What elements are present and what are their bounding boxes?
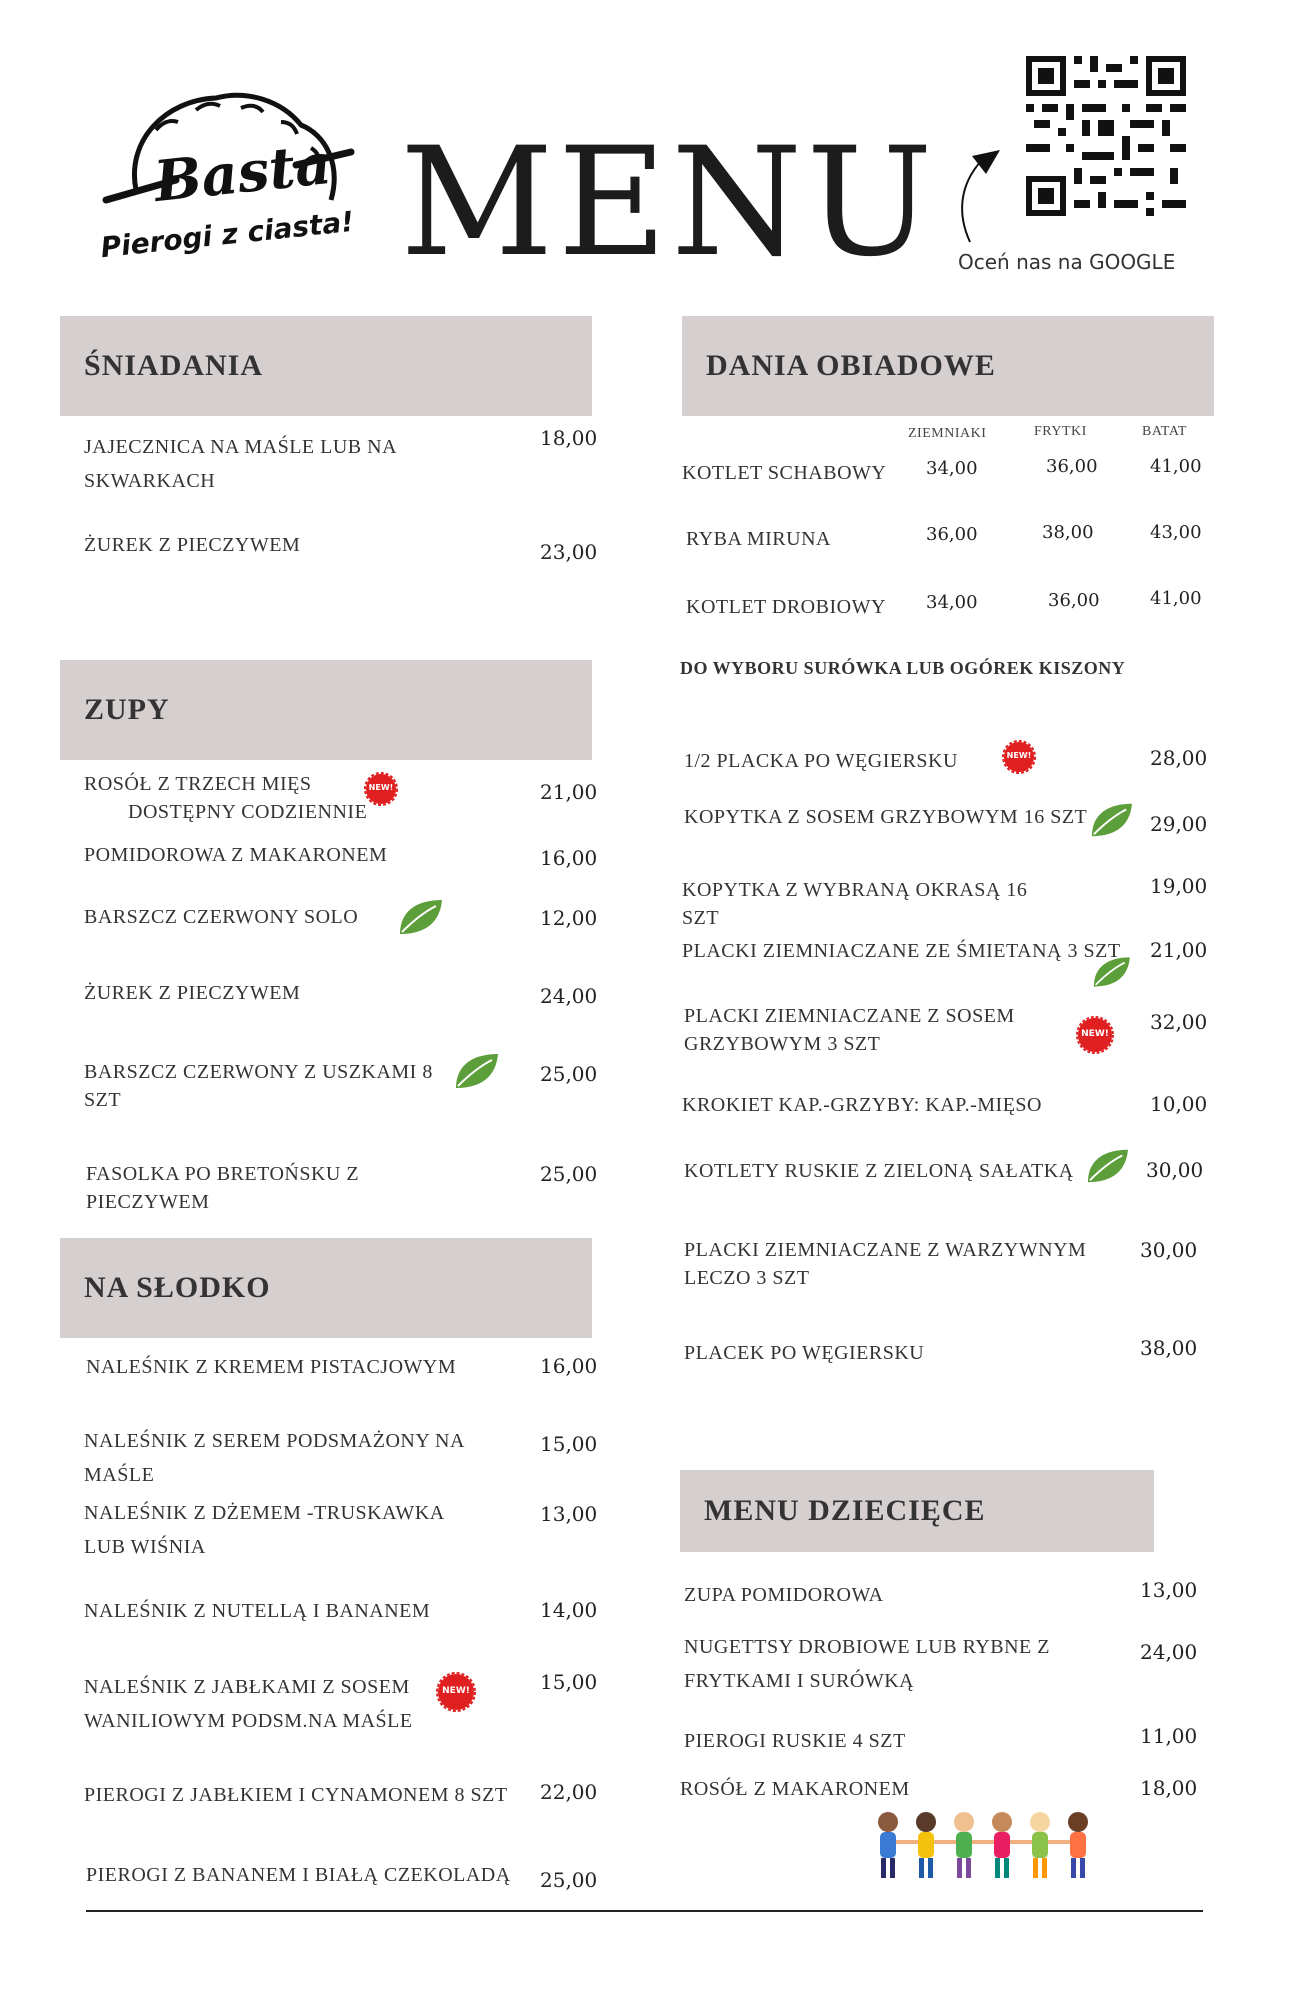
menu-item-price: 21,00: [1150, 938, 1208, 962]
menu-item-name: ŻUREK Z PIECZYWEM: [84, 534, 301, 556]
menu-item-name: NALEŚNIK Z KREMEM PISTACJOWYM: [86, 1356, 457, 1378]
menu-item-name: ROSÓŁ Z MAKARONEM: [680, 1778, 910, 1800]
arrow-icon: [952, 146, 1012, 246]
menu-item-price: 25,00: [540, 1868, 598, 1892]
menu-item-name: KOTLET DROBIOWY: [686, 596, 886, 618]
column-header-ziemniaki: ZIEMNIAKI: [908, 426, 987, 441]
menu-item-name: ŻUREK Z PIECZYWEM: [84, 982, 301, 1004]
side-dish-note: DO WYBORU SURÓWKA LUB OGÓREK KISZONY: [680, 658, 1126, 678]
section-header-sniadania: [60, 316, 592, 416]
menu-item-name: KOTLET SCHABOWY: [682, 462, 887, 484]
new-badge-text: NEW!: [442, 1686, 470, 1696]
menu-item-price: 18,00: [1140, 1776, 1198, 1800]
qr-code-icon: [1022, 52, 1190, 220]
menu-item-price: 13,00: [540, 1502, 598, 1526]
menu-item-price: 18,00: [540, 426, 598, 450]
menu-item-price: 14,00: [540, 1598, 598, 1622]
menu-item-name: POMIDOROWA Z MAKARONEM: [84, 844, 388, 866]
menu-item-name: PIEROGI RUSKIE 4 SZT: [684, 1730, 906, 1752]
section-title: ŚNIADANIA: [84, 349, 264, 382]
menu-item-price: 22,00: [540, 1780, 598, 1804]
menu-item-price: 38,00: [1140, 1336, 1198, 1360]
menu-item-name: RYBA MIRUNA: [686, 528, 831, 550]
logo-text-basta: Basta: [151, 130, 335, 216]
menu-item-name: PIEROGI Z BANANEM I BIAŁĄ CZEKOLADĄ: [86, 1864, 511, 1886]
google-review-text[interactable]: Oceń nas na GOOGLE: [958, 250, 1176, 274]
menu-item-price: 30,00: [1146, 1158, 1204, 1182]
menu-item-price: 19,00: [1150, 874, 1208, 898]
section-title: MENU DZIECIĘCE: [704, 1494, 986, 1527]
section-header-dania-obiadowe: [682, 316, 1214, 416]
section-header-menu-dzieciece: [680, 1470, 1154, 1552]
menu-item-name: NUGETTSY DROBIOWE LUB RYBNE Z FRYTKAMI I SURÓWKĄ: [684, 1636, 1050, 1692]
menu-item-name: KOPYTKA Z WYBRANĄ OKRASĄ 16 SZT: [682, 879, 1028, 929]
menu-item-name: NALEŚNIK Z SEREM PODSMAŻONY NA MAŚLE: [84, 1430, 464, 1486]
price-ziemniaki: 34,00: [926, 592, 978, 613]
menu-item-name: KOPYTKA Z SOSEM GRZYBOWYM 16 SZT: [684, 806, 1088, 828]
menu-item-price: 28,00: [1150, 746, 1208, 770]
menu-item-name: NALEŚNIK Z NUTELLĄ I BANANEM: [84, 1600, 431, 1622]
menu-item-price: 25,00: [540, 1062, 598, 1086]
menu-item-name: NALEŚNIK Z DŻEMEM -TRUSKAWKA LUB WIŚNIA: [84, 1502, 444, 1558]
column-header-frytki: FRYTKI: [1034, 424, 1087, 439]
menu-item-subtitle: DOSTĘPNY CODZIENNIE: [128, 801, 368, 823]
vegetarian-leaf-icon: [396, 896, 444, 938]
price-batat: 43,00: [1150, 522, 1202, 543]
menu-item-name: NALEŚNIK Z JABŁKAMI Z SOSEM WANILIOWYM PODSM.NA MAŚLE: [84, 1676, 413, 1732]
children-illustration-icon: [868, 1808, 1108, 1882]
menu-item-name: ROSÓŁ Z TRZECH MIĘS: [84, 773, 312, 795]
vegetarian-leaf-icon: [1084, 1146, 1130, 1186]
price-frytki: 36,00: [1048, 590, 1100, 611]
new-badge-text: NEW!: [1006, 751, 1032, 760]
section-title: ZUPY: [84, 693, 170, 726]
menu-item-name: PLACKI ZIEMNIACZANE Z SOSEM GRZYBOWYM 3 SZT: [684, 1005, 1015, 1055]
vegetarian-leaf-icon: [452, 1050, 500, 1092]
new-badge-icon: [1076, 1016, 1114, 1054]
menu-item-price: 24,00: [540, 984, 598, 1008]
new-badge-icon: [1002, 740, 1036, 774]
menu-item-name: 1/2 PLACKA PO WĘGIERSKU: [684, 750, 958, 772]
column-header-batat: BATAT: [1142, 424, 1187, 439]
price-ziemniaki: 36,00: [926, 524, 978, 545]
new-badge-icon: [364, 772, 398, 806]
section-header-zupy: [60, 660, 592, 760]
page-title: MENU: [400, 116, 937, 290]
section-title: NA SŁODKO: [84, 1271, 271, 1304]
menu-item-name: PLACEK PO WĘGIERSKU: [684, 1342, 925, 1364]
menu-item-price: 11,00: [1140, 1724, 1198, 1748]
qr-code[interactable]: [1022, 52, 1190, 220]
menu-item-name: PLACKI ZIEMNIACZANE Z WARZYWNYM LECZO 3 SZT: [684, 1239, 1087, 1289]
menu-item-name: BARSZCZ CZERWONY Z USZKAMI 8 SZT: [84, 1061, 433, 1111]
price-frytki: 38,00: [1042, 522, 1094, 543]
new-badge-icon: [436, 1672, 476, 1712]
price-ziemniaki: 34,00: [926, 458, 978, 479]
menu-item-price: 15,00: [540, 1432, 598, 1456]
menu-item-price: 21,00: [540, 780, 598, 804]
menu-item-name: ZUPA POMIDOROWA: [684, 1584, 884, 1606]
menu-item-price: 32,00: [1150, 1010, 1208, 1034]
price-batat: 41,00: [1150, 456, 1202, 477]
menu-item-price: 16,00: [540, 1354, 598, 1378]
new-badge-text: NEW!: [368, 783, 394, 792]
menu-item-price: 10,00: [1150, 1092, 1208, 1116]
vegetarian-leaf-icon: [1088, 800, 1134, 840]
menu-item-price: 23,00: [540, 540, 598, 564]
menu-item-name: PIEROGI Z JABŁKIEM I CYNAMONEM 8 SZT: [84, 1784, 508, 1806]
logo-text-tagline: Pierogi z ciasta!: [98, 204, 356, 265]
menu-item-name: PLACKI ZIEMNIACZANE ZE ŚMIETANĄ 3 SZT: [682, 940, 1121, 962]
menu-item-price: 12,00: [540, 906, 598, 930]
price-frytki: 36,00: [1046, 456, 1098, 477]
vegetarian-leaf-icon: [1090, 954, 1132, 990]
menu-item-price: 30,00: [1140, 1238, 1198, 1262]
menu-item-name: KOTLETY RUSKIE Z ZIELONĄ SAŁATKĄ: [684, 1160, 1074, 1182]
menu-item-name: FASOLKA PO BRETOŃSKU Z PIECZYWEM: [86, 1163, 360, 1213]
menu-item-price: 13,00: [1140, 1578, 1198, 1602]
menu-item-name: JAJECZNICA NA MAŚLE LUB NA SKWARKACH: [84, 436, 396, 492]
section-title: DANIA OBIADOWE: [706, 349, 996, 382]
menu-item-price: 25,00: [540, 1162, 598, 1186]
menu-item-price: 24,00: [1140, 1640, 1198, 1664]
menu-item-price: 29,00: [1150, 812, 1208, 836]
price-batat: 41,00: [1150, 588, 1202, 609]
menu-item-name: KROKIET KAP.-GRZYBY: KAP.-MIĘSO: [682, 1094, 1042, 1116]
bottom-divider: [86, 1910, 1203, 1912]
menu-item-price: 16,00: [540, 846, 598, 870]
logo: [96, 80, 366, 280]
menu-item-name: BARSZCZ CZERWONY SOLO: [84, 906, 359, 928]
new-badge-text: NEW!: [1081, 1029, 1109, 1039]
section-header-na-slodko: [60, 1238, 592, 1338]
menu-item-price: 15,00: [540, 1670, 598, 1694]
